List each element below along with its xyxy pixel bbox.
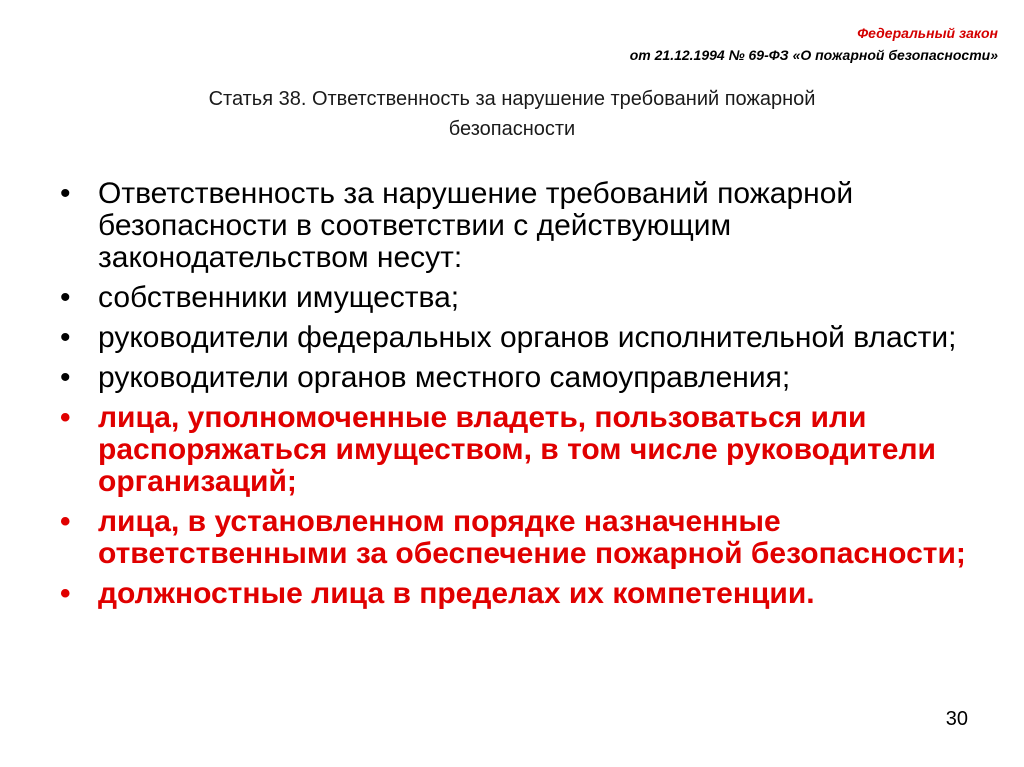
bullet-icon: •	[60, 505, 71, 538]
law-title: Федеральный закон	[857, 25, 998, 41]
article-title-line-1: Статья 38. Ответственность за нарушение требований пожарной	[208, 88, 816, 110]
list-item-text: должностные лица в пределах их компетенции.	[98, 577, 815, 610]
list-item-intro	[56, 178, 976, 274]
list-item-federal-heads	[56, 322, 976, 354]
list-item-owners	[56, 282, 976, 314]
responsibility-list	[56, 178, 976, 618]
page-number: 30	[945, 708, 968, 730]
list-item-text: собственники имущества;	[98, 281, 460, 314]
list-item-text: Ответственность за нарушение требований пожарной безопасности в соответствии с действующим законодательством несут:	[98, 177, 854, 274]
bullet-icon: •	[60, 177, 71, 210]
law-reference	[630, 22, 998, 66]
list-item-text: руководители органов местного самоуправления;	[98, 361, 791, 394]
law-number: от 21.12.1994 № 69-ФЗ «О пожарной безопасности»	[629, 47, 998, 63]
list-item-officials	[56, 578, 976, 610]
list-item-text: лица, уполномоченные владеть, пользоваться или распоряжаться имуществом, в том числе руководители организаций;	[98, 401, 936, 498]
bullet-icon: •	[60, 577, 71, 610]
bullet-icon: •	[60, 361, 71, 394]
list-item-appointed-persons	[56, 506, 976, 570]
bullet-icon: •	[60, 281, 71, 314]
list-item-text: руководители федеральных органов исполнительной власти;	[98, 321, 957, 354]
list-item-local-heads	[56, 362, 976, 394]
article-title	[60, 84, 964, 144]
article-title-line-2: безопасности	[448, 118, 576, 140]
bullet-icon: •	[60, 321, 71, 354]
list-item-text: лица, в установленном порядке назначенные ответственными за обеспечение пожарной безопасности;	[98, 505, 966, 570]
bullet-icon: •	[60, 401, 71, 434]
list-item-authorized-persons	[56, 402, 976, 498]
